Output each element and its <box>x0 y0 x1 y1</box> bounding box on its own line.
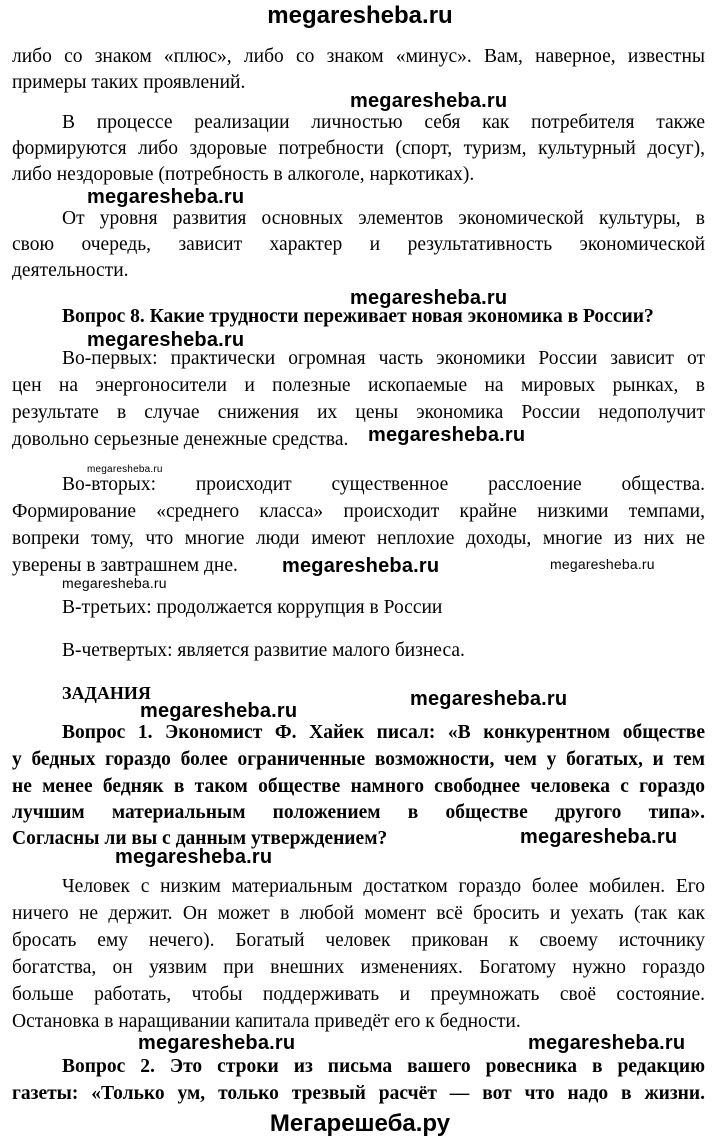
text-line: уверены в завтрашнем дне. <box>12 555 238 576</box>
text-line: вопреки тому, что многие люди имеют неплохие доходы, многие из них не <box>12 528 705 549</box>
text-line: результате в случае снижения их цены экономика России недополучит <box>12 402 705 423</box>
text-line: бросать ему нечего). Богатый человек прикован к своему источнику <box>12 930 705 951</box>
text-line: больше работать, чтобы поддерживать и преумножать своё состояние. <box>12 984 705 1005</box>
text-line: Во-первых: практически огромная часть экономики России зависит от <box>62 348 705 369</box>
text-line: либо нездоровые (потребность в алкоголе, наркотиках). <box>12 164 475 185</box>
text-line: В-третьих: продолжается коррупция в России <box>62 597 443 618</box>
watermark: megaresheba.ru <box>368 424 526 446</box>
watermark: megaresheba.ru <box>87 329 245 351</box>
watermark: megaresheba.ru <box>87 464 163 475</box>
section-heading: ЗАДАНИЯ <box>62 683 151 703</box>
text-line: свою очередь, зависит характер и результативность экономической <box>12 234 705 255</box>
text-line: Остановка в наращивании капитала приведёт его к бедности. <box>12 1011 521 1032</box>
watermark: megaresheba.ru <box>62 575 167 591</box>
text-line: ничего не держит. Он может в любой момент всё бросить и уехать (так как <box>12 903 705 924</box>
text-line: Человек с низким материальным достатком гораздо более мобилен. Его <box>62 876 705 897</box>
text-line: довольно серьезные денежные средства. <box>12 429 349 450</box>
watermark: megaresheba.ru <box>138 1032 296 1054</box>
question-text: лучшим материальным положением в обществе другого типа». <box>12 802 705 823</box>
watermark: megaresheba.ru <box>282 555 440 577</box>
question-text: Согласны ли вы с данным утверждением? <box>12 828 388 849</box>
text-line: В-четвертых: является развитие малого бизнеса. <box>62 640 465 661</box>
question-heading: Вопрос 8. Какие трудности переживает новая экономика в России? <box>62 306 654 327</box>
watermark: megaresheba.ru <box>410 688 568 710</box>
text-line: богатства, он уязвим при внешних изменениях. Богатому нужно гораздо <box>12 957 705 978</box>
text-line: Во-вторых: происходит существенное расслоение общества. <box>62 474 705 495</box>
watermark: megaresheba.ru <box>520 826 678 848</box>
watermark: megaresheba.ru <box>528 1032 686 1054</box>
question-text: Вопрос 1. Экономист Ф. Хайек писал: «В конкурентном обществе <box>62 722 705 743</box>
watermark: megaresheba.ru <box>87 186 245 208</box>
text-line: цен на энергоносители и полезные ископаемые на мировых рынках, в <box>12 375 705 396</box>
watermark: megaresheba.ru <box>550 556 655 572</box>
text-line: Формирование «среднего класса» происходит крайне низкими темпами, <box>12 501 705 522</box>
text-line: От уровня развития основных элементов экономической культуры, в <box>62 208 705 229</box>
watermark: megaresheba.ru <box>350 287 508 309</box>
question-text: газеты: «Только ум, только трезвый расчёт — вот что надо в жизни. <box>12 1083 705 1104</box>
watermark: megaresheba.ru <box>350 90 508 112</box>
watermark: megaresheba.ru <box>140 700 298 722</box>
site-header: megaresheba.ru <box>267 2 453 29</box>
text-line: примеры таких проявлений. <box>12 72 246 93</box>
site-footer: Мегарешеба.ру <box>269 1110 451 1137</box>
text-line: формируются либо здоровые потребности (спорт, туризм, культурный досуг), <box>12 138 705 159</box>
text-line: В процессе реализации личностью себя как потребителя также <box>62 112 705 133</box>
question-text: Вопрос 2. Это строки из письма вашего ровесника в редакцию <box>62 1056 705 1077</box>
text-line: деятельности. <box>12 260 129 281</box>
question-text: не менее бедняк в таком обществе намного свободнее человека с гораздо <box>12 776 705 797</box>
text-line: либо со знаком «плюс», либо со знаком «минус». Вам, наверное, известны <box>12 46 705 67</box>
watermark: megaresheba.ru <box>115 846 273 868</box>
question-text: у бедных гораздо более ограниченные возможности, чем у богатых, и тем <box>12 749 705 770</box>
